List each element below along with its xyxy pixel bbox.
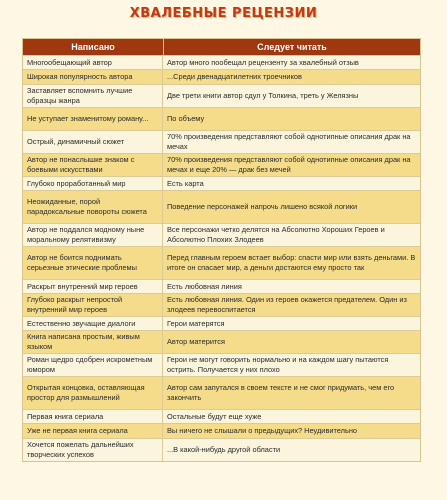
table-row [23, 107, 420, 130]
page-title: ХВАЛЕБНЫЕ РЕЦЕНЗИИ [129, 6, 318, 21]
table-row [23, 223, 420, 246]
table-row [23, 130, 420, 153]
meaning-cell: ...В какой-нибудь другой области [167, 445, 281, 455]
table-row [23, 376, 420, 409]
table-row [23, 55, 420, 69]
written-cell: Книга написана простым, живым языком [23, 331, 163, 353]
meaning-cell: Есть карта [167, 178, 204, 188]
written-cell: Многообещающий автор [23, 56, 163, 69]
meaning-cell: Герои матерятся [167, 318, 225, 328]
written-cell: Роман щедро сдобрен искрометным юмором [23, 354, 163, 376]
written-cell: Автор не боится поднимать серьезные этические проблемы [23, 247, 163, 279]
written-cell: Не уступает знаменитому роману... [23, 108, 163, 130]
table-row [23, 316, 420, 330]
table-row [23, 153, 420, 176]
written-cell: Открытая концовка, оставляющая простор для размышлений [23, 377, 163, 409]
table-row [23, 353, 420, 376]
meaning-cell: Есть любовная линия. Один из героев окажется предателем. Один из злодеев перевоспитается [167, 295, 407, 314]
written-cell: Неожиданные, порой парадоксальные повороты сюжета [23, 191, 163, 223]
table-row [23, 279, 420, 293]
table-row [23, 190, 420, 223]
written-cell: Глубоко проработанный мир [23, 177, 163, 190]
meaning-cell: 70% произведения представляют собой однотипные описания драк на мечах [167, 132, 411, 151]
meaning-cell: Перед главным героем встает выбор: спасти мир или взять деньгами. В итоге он спасает мир, а деньги достаются ему просто так [167, 253, 416, 272]
header-written: Написано [23, 39, 164, 55]
meaning-cell: 70% произведения представляют собой однотипные описания драк на мечах и еще 20% — драк без мечей [167, 155, 411, 174]
table-row [23, 176, 420, 190]
reviews-table [22, 38, 421, 462]
table-row [23, 409, 420, 423]
written-cell: Широкая популярность автора [23, 70, 163, 84]
meaning-cell: Автор матерится [167, 337, 225, 347]
table-row [23, 423, 420, 438]
table-row [23, 438, 420, 461]
written-cell: Хочется пожелать дальнейших творческих успехов [23, 439, 163, 461]
meaning-cell: Все персонажи четко делятся на Абсолютно Хороших Героев и Абсолютно Плохих Злодеев [167, 225, 385, 244]
written-cell: Автор не понаслышке знаком с боевыми искусствами [23, 154, 163, 176]
meaning-cell: По объему [167, 114, 205, 124]
written-cell: Глубоко раскрыт непростой внутренний мир героев [23, 294, 163, 316]
meaning-cell: ...Среди двенадцатилетних троечников [167, 72, 302, 82]
written-cell: Заставляет вспомнить лучшие образцы жанра [23, 85, 163, 107]
meaning-cell: Автор сам запутался в своем тексте и не смог придумать, чем его закончить [167, 383, 395, 402]
meaning-cell: Вы ничего не слышали о предыдущих? Неудивительно [167, 426, 358, 436]
table-row [23, 293, 420, 316]
written-cell: Острый, динамичный сюжет [23, 131, 163, 153]
table-row [23, 84, 420, 107]
table-row [23, 330, 420, 353]
meaning-cell: Две трети книги автор сдул у Толкина, треть у Желязны [167, 91, 359, 101]
table-header [23, 39, 420, 55]
meaning-cell: Автор много пообещал рецензенту за хвалебный отзыв [167, 57, 359, 67]
written-cell: Автор не поддался модному ныне моральному релятивизму [23, 224, 163, 246]
meaning-cell: Герои не могут говорить нормально и на каждом шагу пытаются острить. Получается у них плохо [167, 355, 389, 374]
written-cell: Уже не первая книга сериала [23, 424, 163, 438]
written-cell: Раскрыт внутренний мир героев [23, 280, 163, 293]
table-row [23, 69, 420, 84]
table-row [23, 246, 420, 279]
meaning-cell: Есть любовная линия [167, 281, 242, 291]
written-cell: Естественно звучащие диалоги [23, 317, 163, 330]
meaning-cell: Остальные будут еще хуже [167, 411, 262, 421]
header-meaning: Следует читать [257, 42, 327, 52]
written-cell: Первая книга сериала [23, 410, 163, 423]
meaning-cell: Поведение персонажей напрочь лишено всякой логики [167, 202, 358, 212]
